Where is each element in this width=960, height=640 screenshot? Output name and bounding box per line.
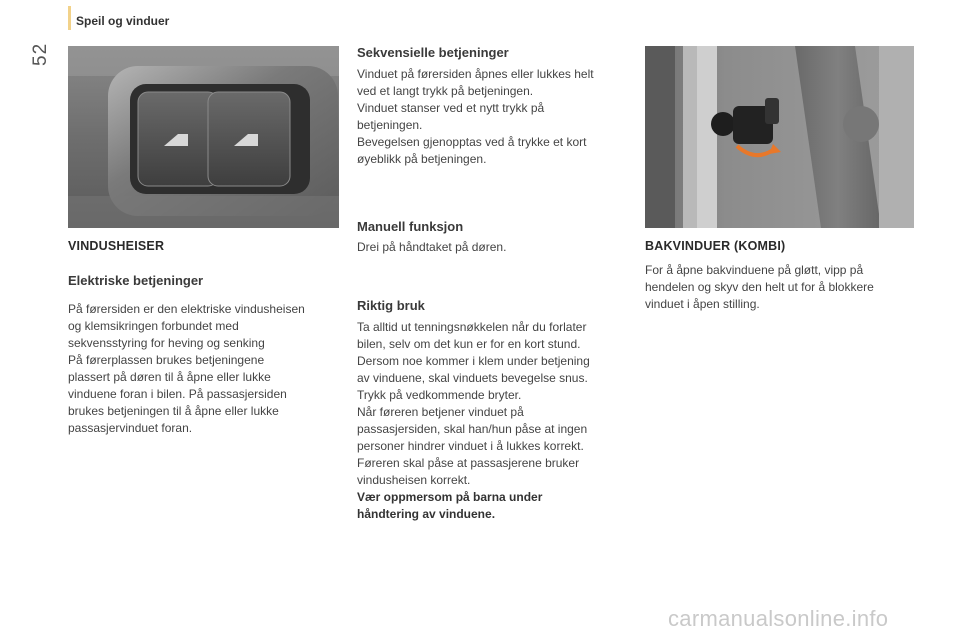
- rear-window-latch-photo: [645, 46, 914, 228]
- text-line: På førersiden er den elektriske vindusheisen: [68, 302, 305, 316]
- text-line: For å åpne bakvinduene på gløtt, vipp på: [645, 263, 864, 277]
- text-line: Drei på håndtaket på døren.: [357, 240, 507, 254]
- text-line: passasjersiden, skal han/hun påse at ingen: [357, 422, 588, 436]
- warning-line: Vær oppmersom på barna under: [357, 490, 543, 504]
- text-line: vinduene foran i bilen. På passasjersiden: [68, 387, 287, 401]
- window-lifts-heading: VINDUSHEISER: [68, 239, 165, 253]
- electric-controls-text: [68, 301, 305, 437]
- sequential-controls-heading: Sekvensielle betjeninger: [357, 45, 509, 60]
- text-line: betjeningen.: [357, 118, 423, 132]
- text-line: personer hindrer vinduet i å lukkes korrekt.: [357, 439, 584, 453]
- text-line: Vinduet på førersiden åpnes eller lukkes helt: [357, 67, 594, 81]
- text-line: passasjervinduet foran.: [68, 421, 193, 435]
- text-line: plassert på døren til å åpne eller lukke: [68, 370, 271, 384]
- warning-line: håndtering av vinduene.: [357, 507, 496, 521]
- section-title: Speil og vinduer: [76, 14, 170, 28]
- correct-use-heading: Riktig bruk: [357, 298, 425, 313]
- text-line: Ta alltid ut tenningsnøkkelen når du forlater: [357, 320, 587, 334]
- correct-use-text: [357, 319, 590, 523]
- text-line: og klemsikringen forbundet med: [68, 319, 239, 333]
- text-line: øyeblikk på betjeningen.: [357, 152, 487, 166]
- text-line: sekvensstyring for heving og senking: [68, 336, 265, 350]
- window-switch-photo: [68, 46, 339, 228]
- watermark: carmanualsonline.info: [668, 606, 889, 631]
- text-line: Vinduet stanser ved et nytt trykk på: [357, 101, 545, 115]
- text-line: På førerplassen brukes betjeningene: [68, 353, 265, 367]
- text-line: Trykk på vedkommende bryter.: [357, 388, 522, 402]
- text-line: hendelen og skyv den helt ut for å blokkere: [645, 280, 874, 294]
- text-line: Dersom noe kommer i klem under betjening: [357, 354, 590, 368]
- text-line: av vinduene, skal vinduets bevegelse snus.: [357, 371, 588, 385]
- text-line: Føreren skal påse at passasjerene bruker: [357, 456, 580, 470]
- section-accent-bar: [68, 6, 71, 30]
- manual-function-heading: Manuell funksjon: [357, 219, 464, 234]
- text-line: ved et langt trykk på betjeningen.: [357, 84, 534, 98]
- sequential-controls-text: [357, 66, 594, 168]
- rear-windows-text: [645, 262, 874, 313]
- text-line: vinduet i åpen stilling.: [645, 297, 760, 311]
- text-line: Når føreren betjener vinduet på: [357, 405, 524, 419]
- text-line: brukes betjeningen til å åpne eller lukke: [68, 404, 279, 418]
- electric-controls-heading: Elektriske betjeninger: [68, 273, 204, 288]
- text-line: Bevegelsen gjenopptas ved å trykke et kort: [357, 135, 587, 149]
- page-number: 52: [30, 42, 51, 66]
- text-line: vindusheisen korrekt.: [357, 473, 471, 487]
- manual-function-text: [357, 239, 506, 256]
- text-line: bilen, selv om det kun er for en kort stund.: [357, 337, 581, 351]
- rear-windows-heading: BAKVINDUER (KOMBI): [645, 239, 786, 253]
